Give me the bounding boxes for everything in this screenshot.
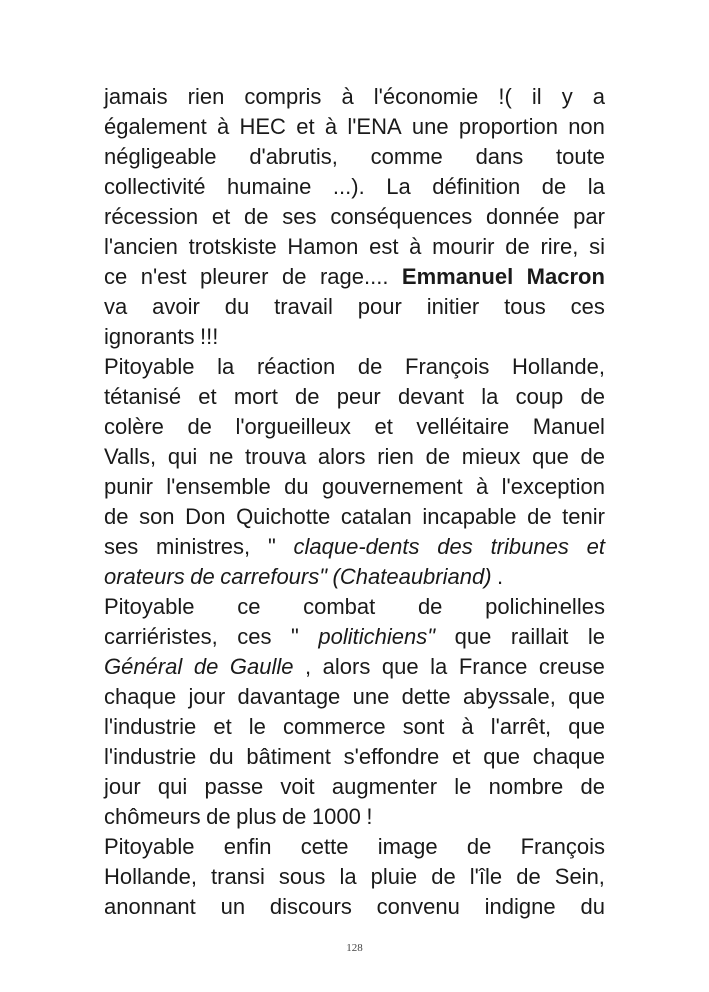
word: la (481, 384, 499, 409)
word: un (220, 894, 246, 919)
word: donnée (485, 204, 560, 229)
word: et (452, 744, 471, 769)
word: de (580, 384, 605, 409)
word: tétanisé (104, 384, 182, 409)
word: ce (104, 264, 128, 289)
word: la (430, 654, 448, 679)
word: humaine (227, 174, 312, 199)
word: rire, (540, 234, 579, 259)
word: tribunes (490, 534, 569, 559)
word: qui (167, 444, 198, 469)
word: de (187, 414, 212, 439)
word: indigne (484, 894, 556, 919)
word: compris (244, 84, 322, 109)
text-line (104, 712, 605, 742)
word: également (104, 114, 207, 139)
word: velléitaire (416, 414, 510, 439)
word: Gaulle (229, 654, 294, 679)
word: et (374, 414, 393, 439)
word: Emmanuel (401, 264, 514, 289)
word: que (568, 684, 605, 709)
text-line (104, 112, 605, 142)
body-text (104, 82, 605, 922)
word: tous (504, 294, 546, 319)
text-line (104, 202, 605, 232)
word: politichiens" (318, 624, 436, 649)
word: de (295, 384, 320, 409)
word: non (568, 114, 605, 139)
word: comme (370, 144, 443, 169)
word: pleurer (200, 264, 269, 289)
word: enfin (223, 834, 272, 859)
word: du (209, 744, 234, 769)
word: Hollande, (104, 864, 197, 889)
text-line (104, 742, 605, 772)
word: peur (336, 384, 381, 409)
word: de (417, 594, 443, 619)
word: va (104, 294, 128, 319)
word: combat (303, 594, 376, 619)
word: et (213, 714, 232, 739)
word: ses (104, 534, 139, 559)
word: et (198, 384, 217, 409)
word: Don (185, 504, 226, 529)
word: a (592, 84, 605, 109)
word: chaque (532, 744, 605, 769)
word: la (217, 354, 235, 379)
word: La (386, 174, 411, 199)
word: toute (556, 144, 605, 169)
word: mort (233, 384, 278, 409)
word: l'ENA (347, 114, 402, 139)
word: et (296, 114, 315, 139)
word: de (206, 804, 231, 829)
word: dans (475, 144, 524, 169)
word: initier (426, 294, 480, 319)
word: gouvernement (322, 474, 463, 499)
word: raillait (510, 624, 569, 649)
word: rien (377, 444, 414, 469)
word: des (437, 534, 473, 559)
word: qui (157, 774, 188, 799)
word: que (381, 654, 419, 679)
word: si (589, 234, 605, 259)
text-line (104, 562, 605, 592)
word: s'effondre (343, 744, 440, 769)
text-line (104, 262, 605, 292)
word: trouva (245, 444, 307, 469)
word: Manuel (532, 414, 605, 439)
word: davantage (237, 684, 341, 709)
word: incapable (422, 504, 517, 529)
text-line (104, 472, 605, 502)
word: récession (104, 204, 199, 229)
word: rage.... (319, 264, 389, 289)
word: orateurs (104, 564, 185, 589)
word: polichinelles (485, 594, 605, 619)
word: ces (570, 294, 605, 319)
word: Hamon (287, 234, 359, 259)
word: de (281, 804, 307, 829)
word: à (217, 114, 230, 139)
word: chaque (104, 684, 177, 709)
word: alors (322, 654, 371, 679)
word: travail (274, 294, 333, 319)
text-line (104, 382, 605, 412)
word: l'industrie (104, 744, 197, 769)
word: Sein, (554, 864, 605, 889)
word: abyssale, (462, 684, 556, 709)
word: du (284, 474, 309, 499)
word: l'île (469, 864, 503, 889)
word: Général (104, 654, 183, 679)
word: sont (402, 714, 445, 739)
word: le (248, 714, 266, 739)
word: nombre (488, 774, 564, 799)
word: chômeurs (104, 804, 201, 829)
text-line (104, 592, 605, 622)
text-line (104, 652, 605, 682)
word: bâtiment (246, 744, 331, 769)
text-line (104, 412, 605, 442)
word: que (568, 714, 605, 739)
word: colère (104, 414, 164, 439)
word: passe (204, 774, 264, 799)
word: l'arrêt, (490, 714, 552, 739)
word: de (466, 834, 492, 859)
word: le (587, 624, 605, 649)
word: ces (237, 624, 272, 649)
word: plus (236, 804, 277, 829)
word: ses (282, 204, 317, 229)
text-line (104, 532, 605, 562)
word: jour (188, 684, 226, 709)
page-number: 128 (346, 942, 363, 954)
word: à (461, 714, 474, 739)
word: ce (237, 594, 261, 619)
word: dette (401, 684, 451, 709)
word: conséquences (330, 204, 473, 229)
word: à (341, 84, 354, 109)
word: jour (104, 774, 141, 799)
word: son (139, 504, 175, 529)
text-line (104, 292, 605, 322)
word: de (541, 174, 567, 199)
word: collectivité (104, 174, 206, 199)
word: de (104, 504, 129, 529)
word: une (411, 114, 449, 139)
word: l'ancien (104, 234, 178, 259)
word: de (527, 504, 552, 529)
word: du (224, 294, 250, 319)
word: creuse (538, 654, 605, 679)
word: anonnant (104, 894, 196, 919)
word: que (454, 624, 492, 649)
word: il (531, 84, 542, 109)
word: , (305, 654, 312, 679)
word: image (377, 834, 438, 859)
text-line (104, 322, 605, 352)
word: de (357, 354, 383, 379)
word: de (193, 654, 219, 679)
word: avoir (152, 294, 200, 319)
word: y (561, 84, 573, 109)
word: de (505, 234, 530, 259)
word: et (211, 204, 231, 229)
word: augmenter (331, 774, 438, 799)
word: devant (397, 384, 465, 409)
text-line (104, 142, 605, 172)
word: est (369, 234, 399, 259)
word: convenu (376, 894, 460, 919)
word: du (580, 894, 605, 919)
word: ! (366, 804, 373, 829)
word: trotskiste (188, 234, 277, 259)
word: ministres, (156, 534, 251, 559)
word: alors (317, 444, 366, 469)
word: sous (278, 864, 326, 889)
word: la (339, 864, 357, 889)
word: l'ensemble (166, 474, 271, 499)
word: commerce (282, 714, 386, 739)
word: une (352, 684, 390, 709)
word: ...). (332, 174, 365, 199)
word: négligeable (104, 144, 217, 169)
word: n'est (140, 264, 187, 289)
text-line (104, 622, 605, 652)
word: ignorants (104, 324, 195, 349)
word: pluie (370, 864, 418, 889)
word: l'orgueilleux (235, 414, 351, 439)
word: Pitoyable (104, 594, 195, 619)
word: " (291, 624, 299, 649)
text-line (104, 442, 605, 472)
word: . (497, 564, 504, 589)
word: mieux (461, 444, 521, 469)
word: de (190, 564, 215, 589)
word: réaction (256, 354, 336, 379)
word: pour (357, 294, 402, 319)
word: France (458, 654, 528, 679)
word: (Chateaubriand) (332, 564, 492, 589)
word: carriéristes, (104, 624, 218, 649)
word: de (425, 444, 451, 469)
word: !!! (200, 324, 219, 349)
word: Valls, (104, 444, 157, 469)
word: par (573, 204, 605, 229)
word: l'exception (501, 474, 605, 499)
word: Quichotte (236, 504, 331, 529)
word: François (405, 354, 490, 379)
word: HEC (239, 114, 286, 139)
text-line (104, 502, 605, 532)
word: de (431, 864, 456, 889)
word: que (532, 444, 569, 469)
word: tenir (562, 504, 605, 529)
word: jamais (104, 84, 168, 109)
text-line (104, 172, 605, 202)
word: rien (187, 84, 225, 109)
word: !( (498, 84, 512, 109)
word: voit (280, 774, 315, 799)
word: Macron (526, 264, 605, 289)
word: 1000 (311, 804, 361, 829)
word: mourir (432, 234, 495, 259)
text-line (104, 772, 605, 802)
word: que (483, 744, 520, 769)
word: à (476, 474, 489, 499)
word: carrefours" (220, 564, 328, 589)
word: ne (208, 444, 234, 469)
word: de (516, 864, 541, 889)
text-line (104, 862, 605, 892)
word: définition (432, 174, 521, 199)
word: le (454, 774, 472, 799)
word: la (587, 174, 605, 199)
text-line (104, 232, 605, 262)
word: d'abrutis, (249, 144, 338, 169)
word: l'industrie (104, 714, 197, 739)
word: punir (104, 474, 153, 499)
text-line (104, 352, 605, 382)
word: discours (269, 894, 352, 919)
text-line (104, 802, 605, 832)
text-line (104, 892, 605, 922)
word: Pitoyable (104, 354, 195, 379)
word: de (580, 444, 605, 469)
text-line (104, 82, 605, 112)
word: proportion (458, 114, 558, 139)
word: coup (515, 384, 564, 409)
word: de (281, 264, 307, 289)
word: de (244, 204, 269, 229)
word: Hollande, (512, 354, 605, 379)
word: catalan (340, 504, 412, 529)
word: l'économie (373, 84, 479, 109)
word: claque-dents (293, 534, 420, 559)
word: cette (300, 834, 349, 859)
word: à (409, 234, 422, 259)
text-line (104, 682, 605, 712)
word: et (586, 534, 605, 559)
word: " (267, 534, 276, 559)
word: transi (211, 864, 265, 889)
text-line (104, 832, 605, 862)
word: à (324, 114, 338, 139)
word: de (580, 774, 605, 799)
word: François (520, 834, 605, 859)
word: Pitoyable (104, 834, 195, 859)
